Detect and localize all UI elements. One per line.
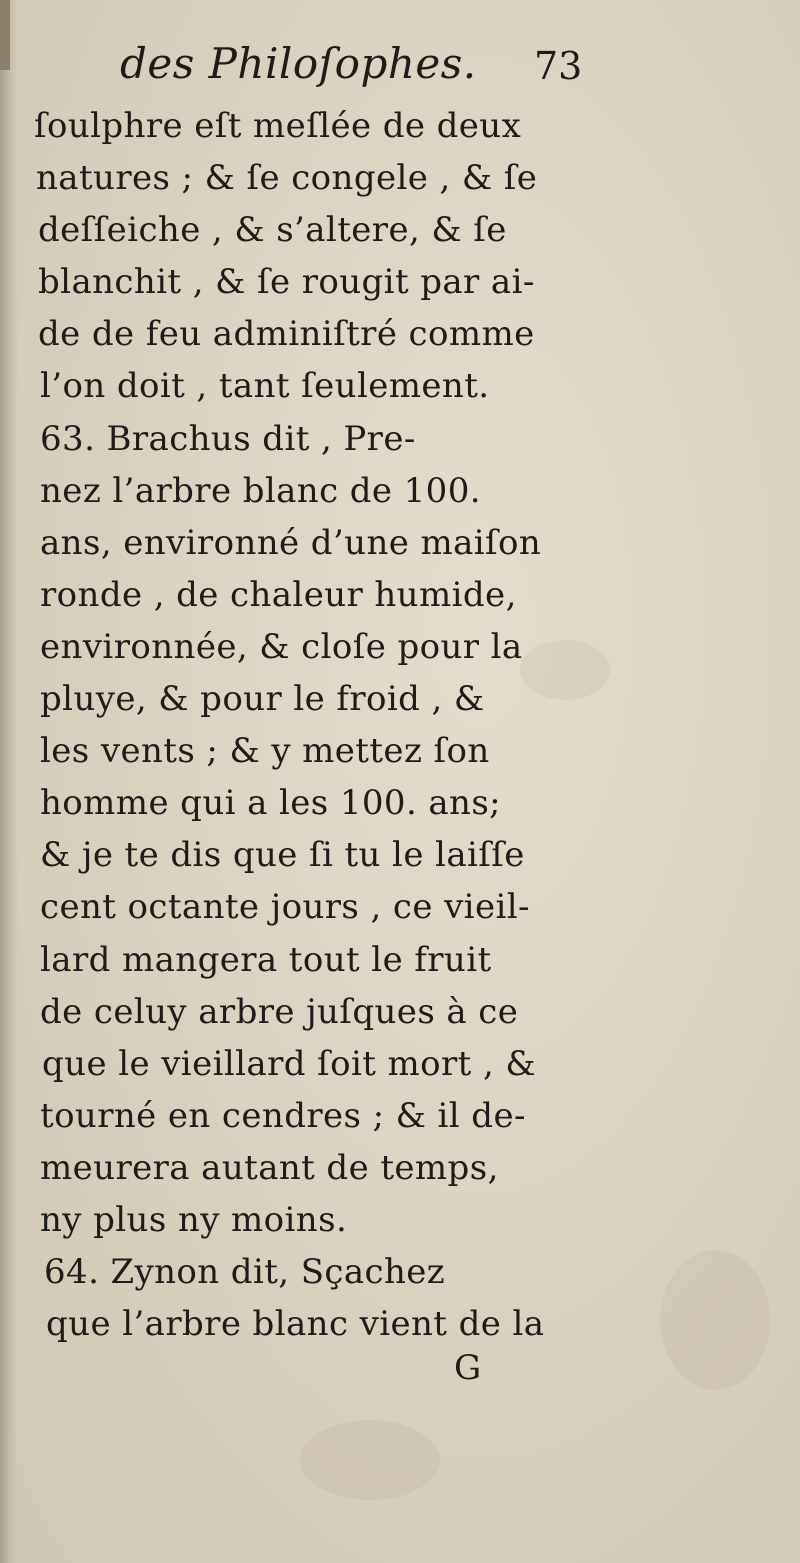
page-header [0,36,800,96]
text-block [18,100,598,1350]
text-line: que l’arbre blanc vient de la [46,1304,545,1345]
text-line: cent octante jours , ce vieil- [40,887,530,928]
section-63-heading-line: 63. Brachus dit , Pre- [40,418,416,459]
page-number: 73 [534,44,583,88]
text-line: environnée, & cloſe pour la [40,626,523,667]
text-line: ronde , de chaleur humide, [40,574,517,615]
text-line: tourné en cendres ; & il de- [40,1095,526,1136]
text-line: deſſeiche , & s’altere, & ſe [38,210,507,251]
text-line: ſoulphre eſt meſlée de deux [34,106,522,146]
section-64-heading-line: 64. Zynon dit, Sçachez [44,1252,446,1293]
text-line: nez l’arbre blanc de 100. [40,470,481,511]
paper-stain [300,1420,440,1500]
text-line: ny plus ny moins. [40,1199,348,1240]
text-line: les vents ; & y mettez ſon [40,731,490,772]
running-title: des Philoſophes. [120,39,477,88]
text-line: homme qui a les 100. ans; [40,783,502,824]
text-line: de celuy arbre juſques à ce [40,991,519,1032]
page-gutter [0,0,18,1563]
text-line: l’on doit , tant ſeulement. [40,366,490,407]
text-line: ans, environné d’une maiſon [40,522,542,563]
text-line: pluye, & pour le froid , & [40,679,485,720]
text-line: natures ; & ſe congele , & ſe [36,158,538,199]
text-line: meurera autant de temps, [40,1147,499,1188]
text-line: lard mangera tout le fruit [40,939,492,980]
paper-stain [660,1250,770,1390]
text-line: que le vieillard ſoit mort , & [42,1043,537,1084]
text-line: & je te dis que ſi tu le laiſſe [40,835,525,876]
text-line: de de feu adminiſtré comme [38,314,535,355]
text-line: blanchit , & ſe rougit par ai- [38,262,535,303]
catchword: G [454,1348,482,1388]
